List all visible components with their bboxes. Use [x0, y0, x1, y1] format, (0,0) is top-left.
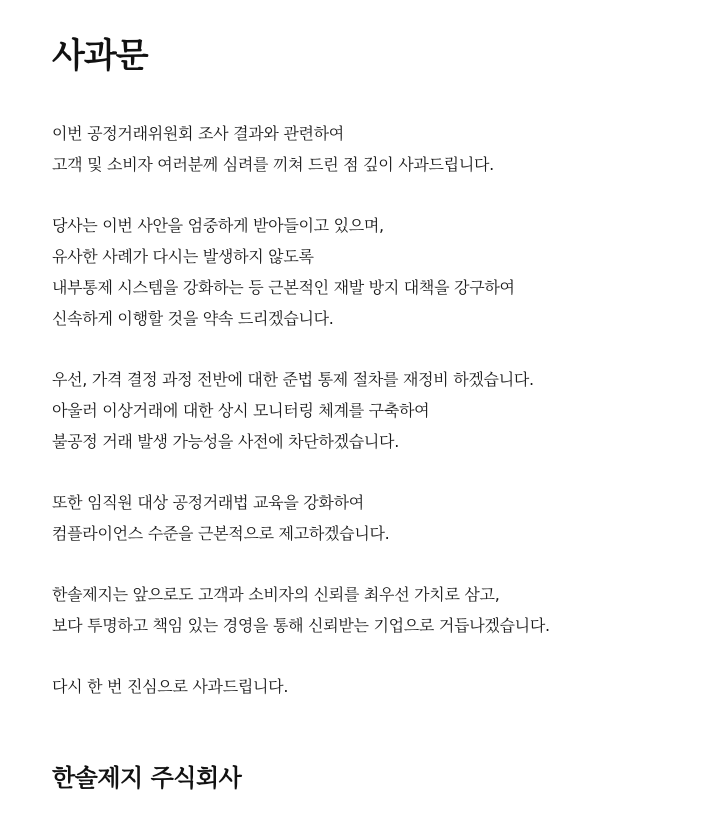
text-line: 유사한 사례가 다시는 발생하지 않도록: [52, 247, 314, 266]
text-line: 아울러 이상거래에 대한 상시 모니터링 체계를 구축하여: [52, 401, 430, 420]
text-line: 한솔제지는 앞으로도 고객과 소비자의 신뢰를 최우선 가치로 삼고,: [52, 585, 500, 604]
paragraph-6: [52, 671, 692, 702]
text-line: 신속하게 이행할 것을 약속 드리겠습니다.: [52, 309, 334, 328]
text-line: 보다 투명하고 책임 있는 경영을 통해 신뢰받는 기업으로 거듭나겠습니다.: [52, 616, 550, 635]
text-line: 내부통제 시스템을 강화하는 등 근본적인 재발 방지 대책을 강구하여: [52, 278, 515, 297]
document-title: 사과문: [52, 36, 148, 76]
paragraph-2: [52, 210, 692, 334]
text-line: 또한 임직원 대상 공정거래법 교육을 강화하여: [52, 493, 364, 512]
paragraph-5: [52, 579, 692, 641]
text-line: 당사는 이번 사안을 엄중하게 받아들이고 있으며,: [52, 216, 384, 235]
text-line: 우선, 가격 결정 과정 전반에 대한 준법 통제 절차를 재정비 하겠습니다.: [52, 370, 534, 389]
text-line: 고객 및 소비자 여러분께 심려를 끼쳐 드린 점 깊이 사과드립니다.: [52, 155, 494, 174]
document-body: [52, 118, 692, 732]
text-line: 이번 공정거래위원회 조사 결과와 관련하여: [52, 124, 344, 143]
paragraph-1: [52, 118, 692, 180]
text-line: 불공정 거래 발생 가능성을 사전에 차단하겠습니다.: [52, 432, 399, 451]
paragraph-3: [52, 364, 692, 457]
paragraph-4: [52, 487, 692, 549]
text-line: 다시 한 번 진심으로 사과드립니다.: [52, 677, 289, 696]
company-signature: 한솔제지 주식회사: [52, 764, 242, 792]
text-line: 컴플라이언스 수준을 근본적으로 제고하겠습니다.: [52, 524, 390, 543]
